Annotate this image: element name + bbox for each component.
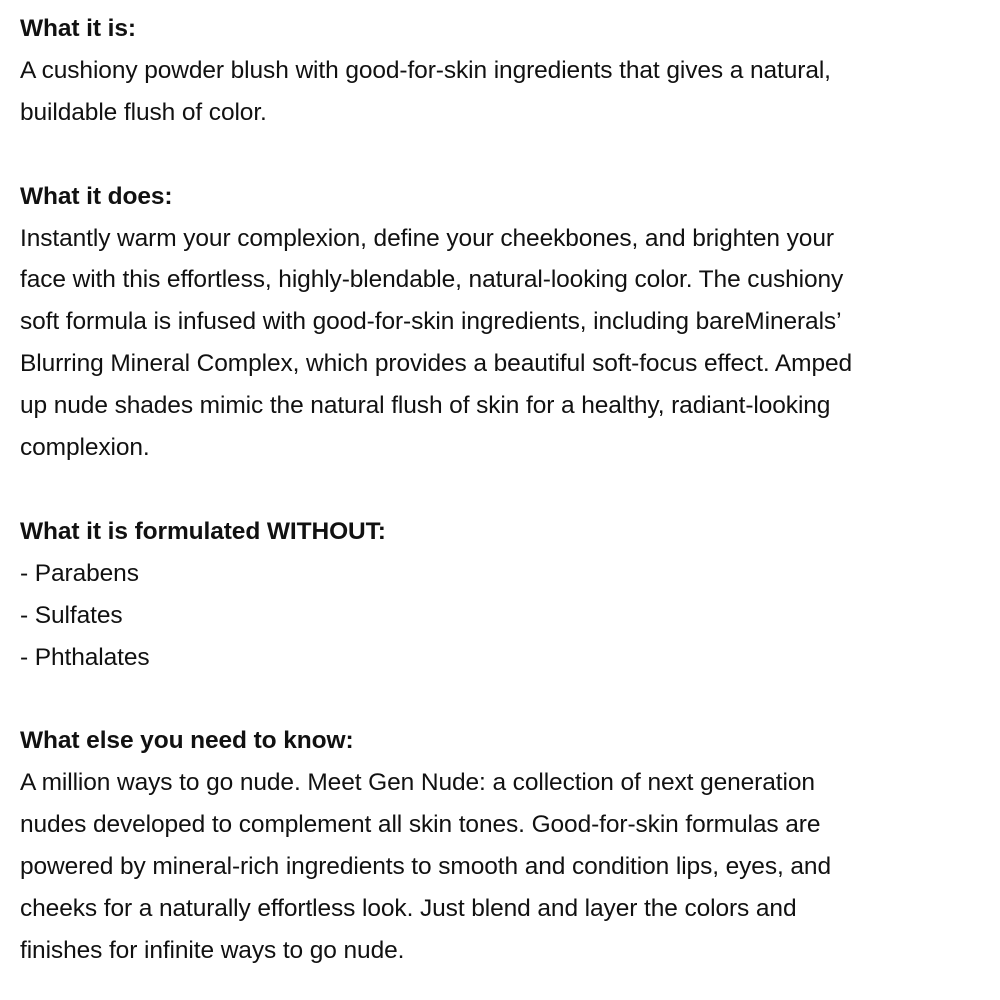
body-line: face with this effortless, highly-blendable, natural-looking color. The cushiony [20,266,844,294]
list-item: - Phthalates [20,643,150,671]
section-what-it-is [20,8,995,134]
body-line: powered by mineral-rich ingredients to smooth and condition lips, eyes, and [20,853,831,881]
section-formulated-without [20,511,995,679]
section-spacer [20,134,995,176]
section-heading: What it is: [20,15,136,42]
body-line: A million ways to go nude. Meet Gen Nude: a collection of next generation [20,769,815,797]
body-line: soft formula is infused with good-for-skin ingredients, including bareMinerals’ [20,308,842,336]
body-line: cheeks for a naturally effortless look. Just blend and layer the colors and [20,894,797,922]
body-line: A cushiony powder blush with good-for-skin ingredients that gives a natural, [20,56,831,84]
body-line: Instantly warm your complexion, define your cheekbones, and brighten your [20,224,834,252]
section-spacer [20,469,995,511]
section-spacer [20,678,995,720]
section-what-else [20,720,995,971]
section-heading: What else you need to know: [20,727,354,755]
body-line: up nude shades mimic the natural flush of skin for a healthy, radiant-looking [20,392,831,420]
body-line: finishes for infinite ways to go nude. [20,936,405,964]
body-line: complexion. [20,434,150,462]
body-line: Blurring Mineral Complex, which provides a beautiful soft-focus effect. Amped [20,350,853,378]
section-heading: What it is formulated WITHOUT: [20,517,386,545]
product-description [20,8,995,972]
list-item: - Sulfates [20,601,123,629]
section-what-it-does [20,176,995,469]
list-item: - Parabens [20,559,139,587]
body-line: buildable flush of color. [20,98,267,126]
body-line: nudes developed to complement all skin tones. Good-for-skin formulas are [20,811,821,839]
section-heading: What it does: [20,182,173,210]
